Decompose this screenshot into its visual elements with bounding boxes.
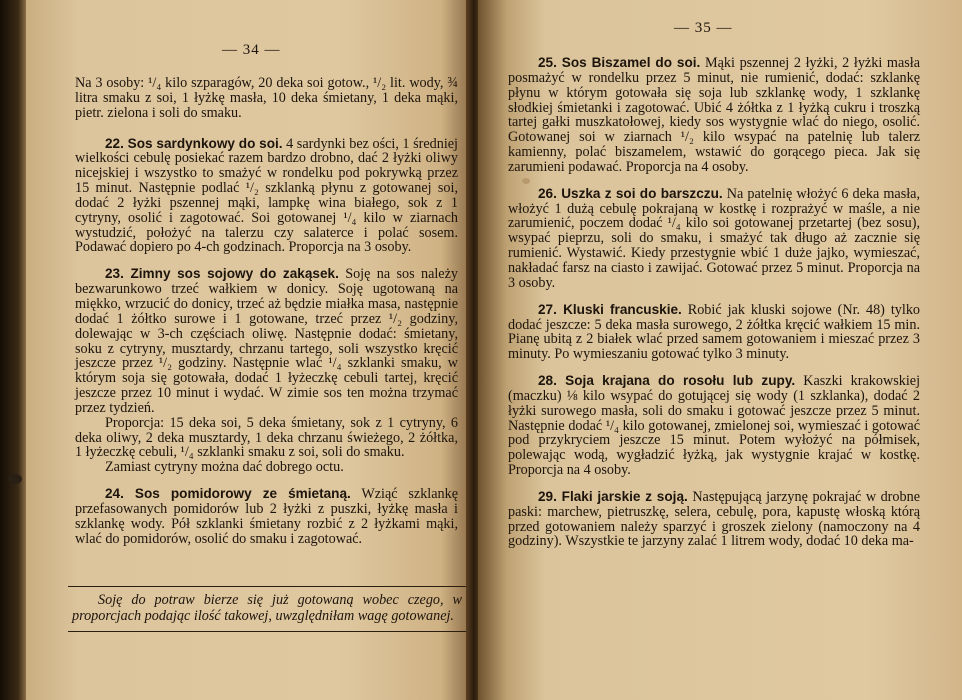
recipe-paragraph <box>75 137 458 256</box>
recipe-title: 29. Flaki jarskie z soją. <box>538 488 688 504</box>
recipe-paragraph <box>75 487 458 546</box>
recipe-paragraph <box>508 303 920 362</box>
recipe-title: 24. Sos pomidorowy ze śmietaną. <box>105 486 351 502</box>
paragraph-body: Kaszki krakowskiej (maczku) ⅛ kilo wsypać do gotującej się wody (1 szklanka), dodać 2 łyżki surowego masła, soli do smaku i gotować jeszcze przez 5 minut. Następnie dodać ¹/₄ kilo gotowanej, zmielonej soi, wymieszać i gotować pod przykryciem jeszcze 15 minut. Potem wyłożyć na półmisek, polewając wodą, wygładzić łyżką, jak wystygnie krajać w kostkę. Proporcja na 4 osoby. <box>508 373 921 479</box>
recipe-paragraph <box>508 187 920 291</box>
recipe-paragraph <box>75 267 458 415</box>
recipe-paragraph <box>508 374 920 478</box>
page-number: — 35 — <box>674 20 733 36</box>
paragraph-body: Następującą jarzynę pokrajać w drobne paski: marchew, pietruszkę, selera, cebulę, pora, kapustę włoską którą przed gotowaniem należy sparzyć i groszek zielony (namoczony na 4 godziny). Wszystkie te jarzyny zalać 1 litrem wody, dodać 10 deka ma- <box>508 488 920 550</box>
right-page <box>478 0 962 700</box>
left-page <box>26 0 472 700</box>
left-page-text <box>75 76 458 558</box>
paper-stain <box>8 474 22 484</box>
paragraph-body: Zamiast cytryny można dać dobrego octu. <box>105 459 344 476</box>
paragraph-body: Proporcja: 15 deka soi, 5 deka śmietany, sok z 1 cytryny, 6 deka oliwy, 2 deka musztardy, 1 deka chrzanu świeżego, 2 żółtka, 1 łyżeczkę cebuli, ¹/₄ szklanki smaku z soi, soli do smaku. <box>75 414 458 461</box>
recipe-title: 25. Sos Biszamel do soi. <box>538 55 701 70</box>
recipe-title: 28. Soja krajana do rosołu lub zupy. <box>538 373 796 389</box>
recipe-paragraph <box>75 460 458 475</box>
paragraph-body: Wziąć szklankę przefasowanych pomidorów lub 2 łyżki z puszki, łyżkę masła i szklankę wody. Pół szklanki śmietany rozbić z 2 łyżkami mąki, wlać do pomidorów, osolić do smaku i zagotować. <box>75 486 459 547</box>
paragraph-body: Soję na sos należy bezwarunkowo trzeć wałkiem w donicy. Soję ugotowaną na miękko, wrzucić do donicy, trzeć aż będzie miałka masa, następnie dodać 1 żółtko surowe i 1 gotowane, trzeć przez ¹/₂ godziny, dolewając w 3-ch częściach oliwę. Następnie dodać: śmietany, soku z cytryny, musztardy, chrzanu tartego, soli wszystko kręcić jeszcze przez ¹/₂ godziny. Następnie wlać ¹/₄ szklanki smaku, w którym soja się gotowała, dodać 1 łyżeczkę cebuli tartej, kręcić jeszcze przez 10 minut i wydać. W zimie sos ten można trzymać przez tydzień. <box>75 266 458 416</box>
recipe-paragraph <box>75 416 458 461</box>
footnote-text: Soję do potraw bierze się już gotowaną wobec czego, w proporcjach podając ilość takowej, uwzględniłam wagę gotowanej. <box>72 592 462 624</box>
recipe-title: 23. Zimny sos sojowy do zakąsek. <box>105 266 339 282</box>
recipe-title: 22. Sos sardynkowy do soi. <box>105 135 283 151</box>
recipe-title: 26. Uszka z soi do barszczu. <box>538 185 723 201</box>
paragraph-body: 4 sardynki bez ości, 1 średniej wielkości cebulę posiekać razem bardzo drobno, dać 2 łyżki oliwy nicejskiej i wszystko to smażyć w rondelku pod pokrywką przez 15 minut. Następnie podlać ¹/₂ szklanką płynu z gotowanej soi, dodać 2 łyżki pszennej mąki, lampkę wina białego, sok z 1 cytryny, osolić i zagotować. Soi gotowanej ¹/₄ kilo w ziarnach wystudzić, położyć na talerzu czy salaterce i polać sosem. Podawać dopiero po 4-ch godzinach. Proporcja na 3 osoby. <box>75 135 458 256</box>
paragraph-body: Mąki pszennej 2 łyżki, 2 łyżki masła posmażyć w rondelku przez 5 minut, nie rumienić, dodać: szklankę płynu w którym gotowała się soja lub szklankę wody, 1 szklankę słodkiej śmietanki i zagotować. Ubić 4 żółtka z 1 łyżką cukru i troszką tartej gałki muszkatołowej, kiedy sos wystygnie wlać do niego, osolić. Gotowanej soi w ziarnach ¹/₂ kilo wsypać na patelnię lub talerz kamienny, polać biszamelem, wstawić do gorącego pieca. Jak się zarumieni podawać. Proporcja na 4 osoby. <box>508 55 921 175</box>
paper-stain <box>522 178 530 184</box>
recipe-paragraph <box>508 56 920 175</box>
recipe-title: 27. Kluski francuskie. <box>538 301 682 317</box>
paragraph-body: Na patelnię włożyć 6 deka masła, włożyć 1 dużą cebulę pokrajaną w kostkę i rozprażyć w maśle, a nie zarumienić, poczem dodać ¹/₄ kilo soi gotowanej przetartej (bez sosu), wsypać pieprzu, soli do smaku, i smażyć tak długo aż zacznie się rumienić. Wystawić. Kiedy przestygnie wbić 1 duże jajko, wymieszać, nakładać farsz na ciasto i zawijać. Gotować przez 5 minut. Proporcja na 3 osoby. <box>508 185 921 291</box>
paragraph-body: Robić jak kluski sojowe (Nr. 48) tylko dodać jeszcze: 5 deka masła surowego, 2 żółtka kręcić wałkiem 15 min. Pianę ubitą z 2 białek wlać przed samem gotowaniem i mieszać przez 3 minuty. Po wymieszaniu gotować tylko 3 minuty. <box>508 301 921 363</box>
recipe-paragraph <box>508 490 920 549</box>
footnote <box>68 586 466 632</box>
paragraph-body: Na 3 osoby: ¹/₄ kilo szparagów, 20 deka soi gotow., ¹/₂ lit. wody, ¾ litra smaku z soi, 1 łyżkę masła, 10 deka śmietany, 1 deka mąki, pietr. zielona i soli do smaku. <box>75 75 458 121</box>
recipe-paragraph <box>75 76 458 121</box>
page-number: — 34 — <box>222 42 281 58</box>
right-page-text <box>508 56 920 561</box>
book-edge <box>0 0 26 700</box>
